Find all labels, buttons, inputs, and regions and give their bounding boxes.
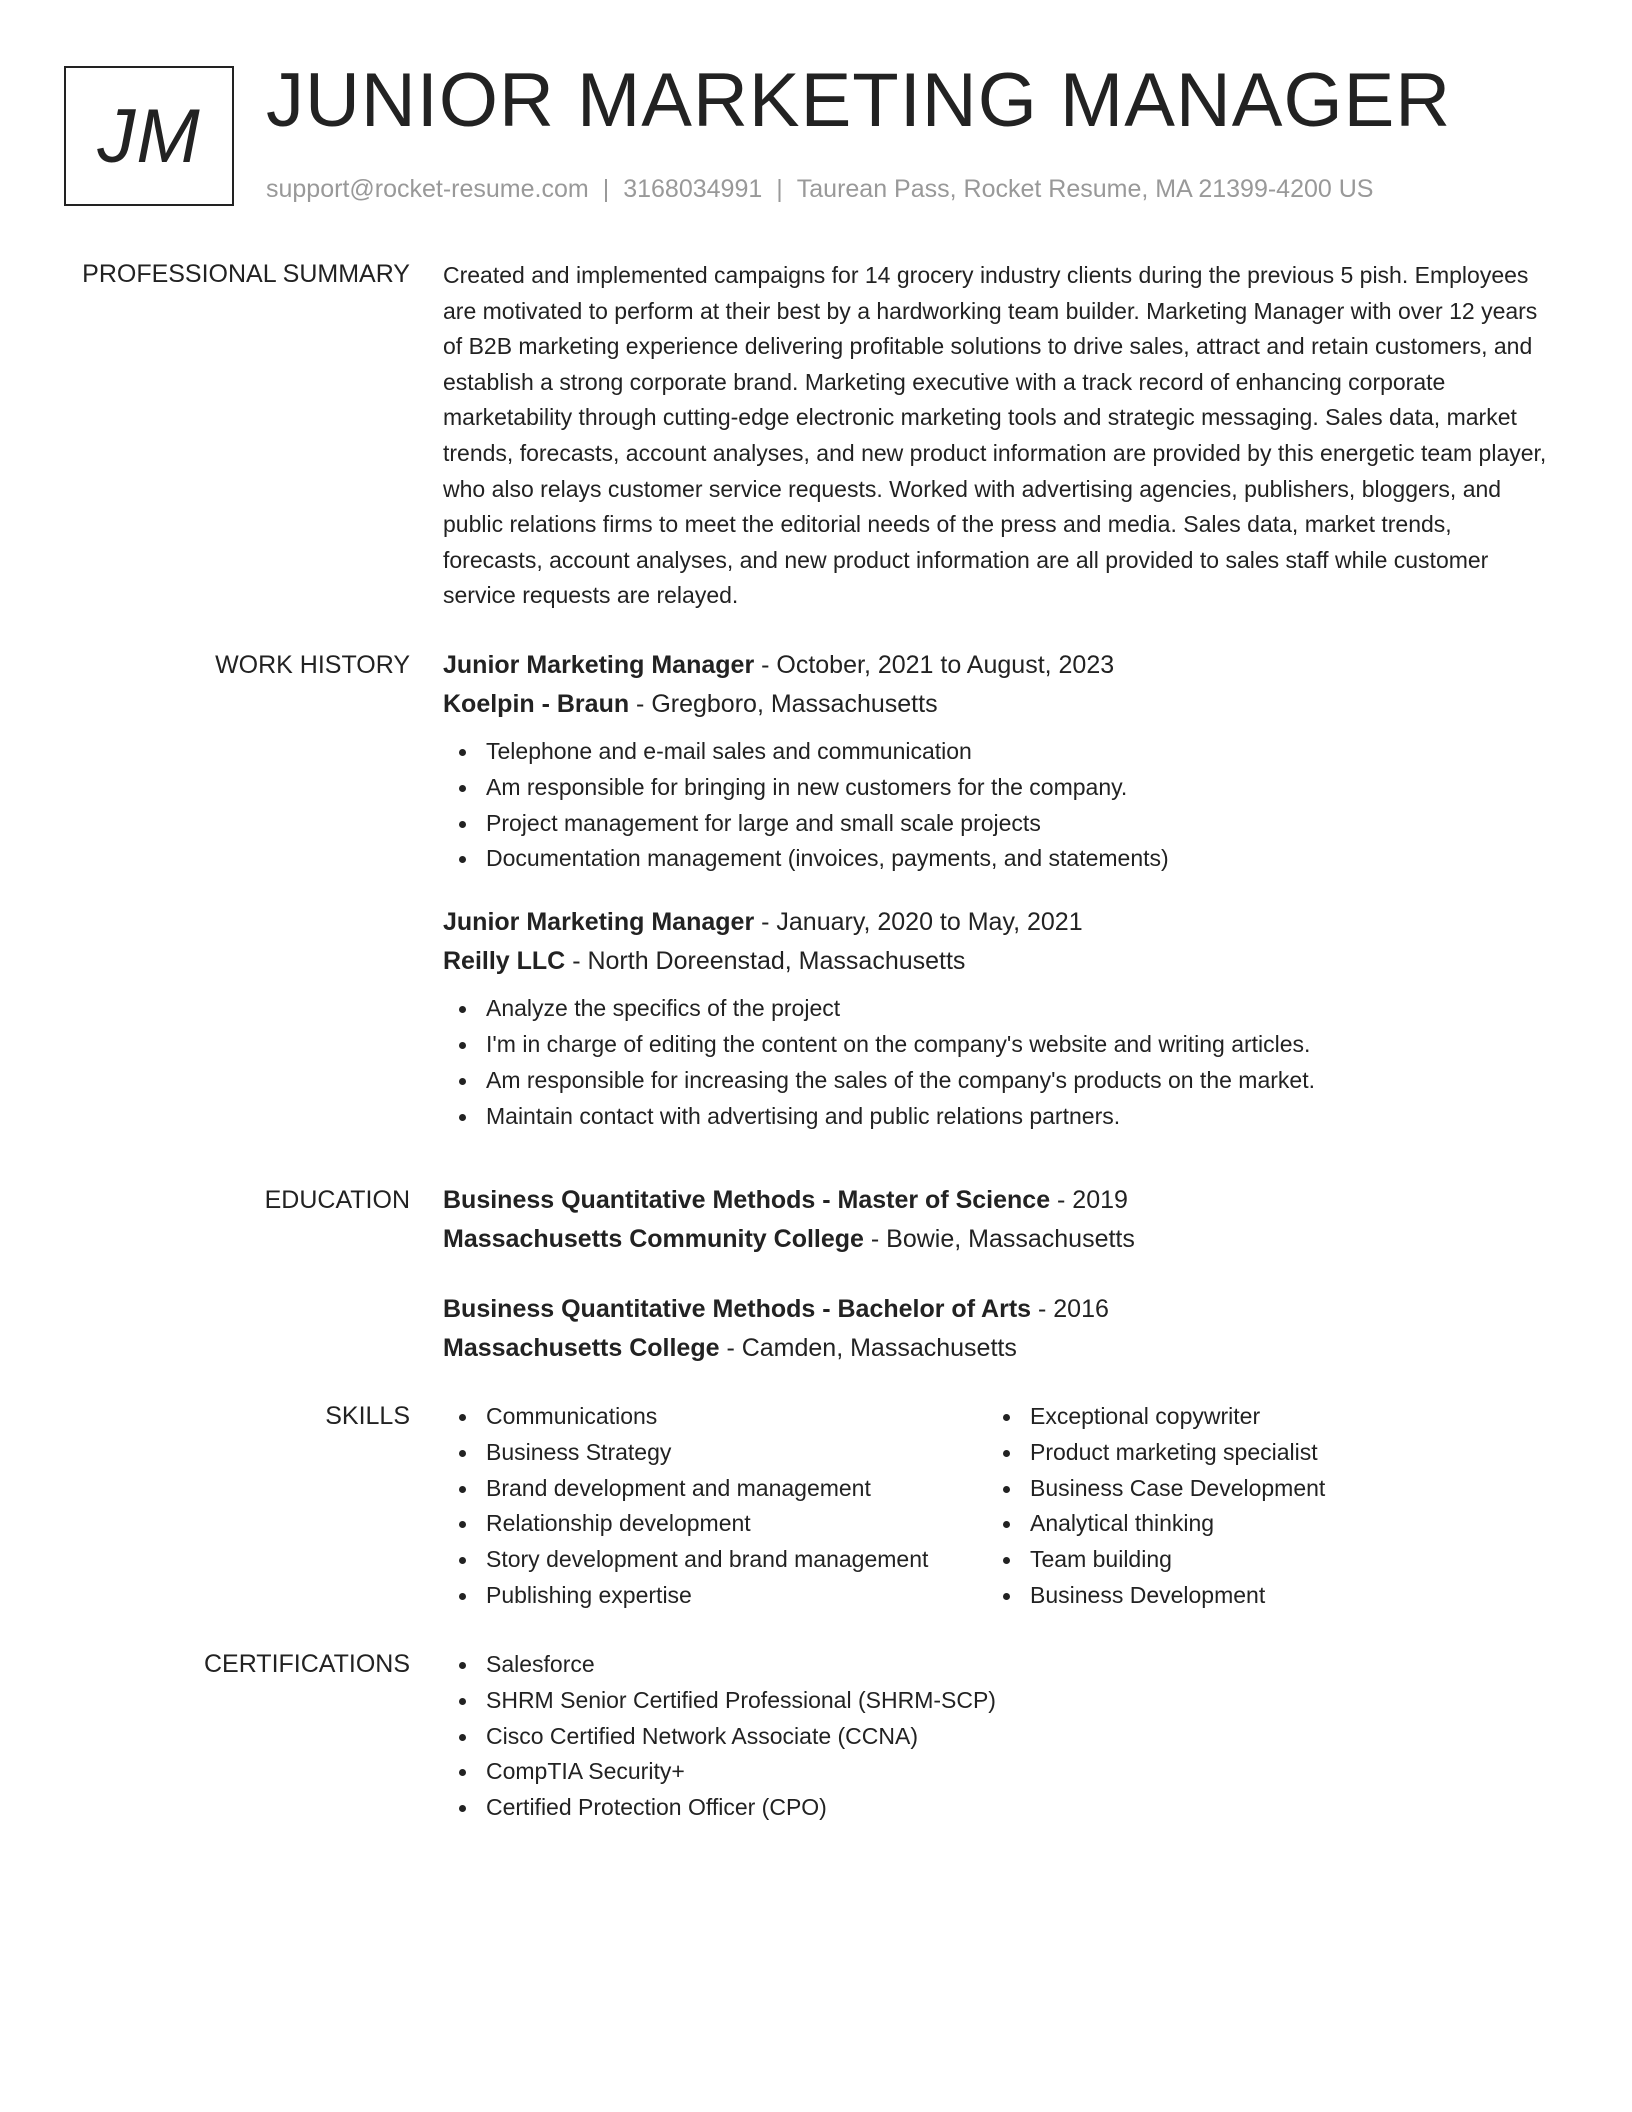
bullet-text: Documentation management (invoices, payments, and statements): [486, 845, 1169, 872]
certifications-list: [443, 1647, 1553, 1826]
list-item: [443, 841, 1553, 877]
bullet-dot: [1003, 1557, 1010, 1564]
work-history-body: [443, 646, 1553, 1154]
list-item: [987, 1435, 1531, 1471]
bullet-dot: [459, 1486, 466, 1493]
job-company-line: [443, 685, 1553, 724]
list-item: [443, 1542, 987, 1578]
skills-body: [443, 1399, 1553, 1614]
certification-text: Salesforce: [486, 1651, 595, 1677]
certification-text: Cisco Certified Network Associate (CCNA): [486, 1722, 919, 1749]
bullet-dot: [459, 1450, 466, 1457]
bullet-dot: [459, 785, 466, 792]
job-company: Reilly LLC: [443, 947, 566, 976]
bullet-text: Telephone and e-mail sales and communication: [486, 738, 972, 764]
bullet-dot: [1003, 1521, 1010, 1528]
bullet-dot: [459, 1042, 466, 1049]
skills-list: [443, 1399, 987, 1614]
list-item: [443, 1435, 987, 1471]
list-item: [443, 1754, 1553, 1790]
bullet-dot: [459, 856, 466, 863]
degree-line: [443, 1181, 1553, 1220]
bullet-dot: [1003, 1593, 1010, 1600]
skills-columns: [443, 1399, 1553, 1614]
list-item: [443, 1399, 987, 1435]
bullet-dot: [459, 1805, 466, 1812]
bullet-dot: [459, 1557, 466, 1564]
list-item: [987, 1542, 1531, 1578]
bullet-dot: [459, 821, 466, 828]
bullet-dot: [459, 1078, 466, 1085]
job-location: - North Doreenstad, Massachusetts: [565, 947, 966, 976]
job-location: - Gregboro, Massachusetts: [629, 690, 938, 718]
job-title: Junior Marketing Manager: [443, 651, 755, 679]
list-item: [443, 1790, 1553, 1826]
school-name: Massachusetts College: [443, 1334, 720, 1362]
school-location: - Camden, Massachusetts: [719, 1334, 1017, 1362]
list-item: [443, 734, 1553, 770]
contact-separator: |: [776, 175, 783, 203]
bullet-dot: [459, 1698, 466, 1705]
list-item: [443, 1683, 1553, 1719]
job-bullets: [443, 991, 1553, 1134]
skill-text: Analytical thinking: [1030, 1510, 1215, 1537]
section-heading: PROFESSIONAL SUMMARY: [82, 260, 410, 288]
list-item: [443, 806, 1553, 842]
school-line: [443, 1220, 1553, 1259]
bullet-dot: [459, 1769, 466, 1776]
bullet-dot: [1003, 1486, 1010, 1493]
contact-address: Taurean Pass, Rocket Resume, MA 21399-4200 US: [796, 175, 1374, 203]
list-item: [443, 770, 1553, 806]
monogram-box: [64, 66, 234, 206]
skills-list: [987, 1399, 1531, 1614]
skill-text: Business Development: [1030, 1581, 1266, 1608]
skill-text: Business Strategy: [486, 1438, 672, 1465]
summary-text: Created and implemented campaigns for 14 grocery industry clients during the previous 5 pish. Employees are motivated to perform at their best by a hardworking team builder. Marketing Manager with over 12 years of B2B marketing experience delivering profitable solutions to drive sales, attract and retain customers, and establish a strong corporate brand. Marketing executive with a track record of enhancing corporate marketability through cutting-edge electronic marketing tools and strategic messaging. Sales data, market trends, forecasts, account analyses, and new product information are provided by this energetic team player, who also relays customer service requests. Worked with advertising agencies, publishers, bloggers, and public relations firms to meet the editorial needs of the press and media. Sales data, market trends, forecasts, account analyses, and new product information are all provided to sales staff while customer service requests are relayed.: [443, 262, 1547, 609]
resume-title: JUNIOR MARKETING MANAGER: [266, 58, 1452, 143]
skills-column-left: [443, 1399, 987, 1614]
job-company: Koelpin - Braun: [443, 690, 630, 718]
bullet-text: Am responsible for increasing the sales of the company's products on the market.: [486, 1066, 1315, 1093]
education-entry: [443, 1181, 1553, 1259]
list-item: [987, 1506, 1531, 1542]
degree-year: - 2019: [1050, 1186, 1128, 1214]
bullet-dot: [459, 1521, 466, 1528]
bullet-dot: [459, 1662, 466, 1669]
bullet-dot: [1003, 1450, 1010, 1457]
job-dates: - January, 2020 to May, 2021: [754, 908, 1083, 937]
skill-text: Story development and brand management: [486, 1546, 929, 1573]
job-title-line: [443, 903, 1553, 942]
skill-text: Product marketing specialist: [1030, 1438, 1318, 1465]
list-item: [443, 1471, 987, 1507]
section-heading: SKILLS: [325, 1402, 410, 1430]
skill-text: Exceptional copywriter: [1030, 1403, 1261, 1429]
summary-body: [443, 258, 1553, 614]
skill-text: Brand development and management: [486, 1474, 871, 1501]
degree-year: - 2016: [1031, 1295, 1109, 1323]
job-dates: - October, 2021 to August, 2023: [754, 651, 1115, 679]
list-item: [987, 1578, 1531, 1614]
list-item: [443, 1506, 987, 1542]
contact-line: [266, 172, 1373, 206]
list-item: [443, 1719, 1553, 1755]
certification-text: Certified Protection Officer (CPO): [486, 1794, 827, 1821]
job-bullets: [443, 734, 1553, 877]
section-heading: EDUCATION: [264, 1186, 410, 1214]
skill-text: Business Case Development: [1030, 1474, 1326, 1501]
skills-column-right: [987, 1399, 1531, 1614]
contact-separator: |: [602, 175, 610, 203]
bullet-dot: [459, 1006, 466, 1013]
job-company-line: [443, 942, 1553, 981]
bullet-dot: [459, 1593, 466, 1600]
list-item: [443, 1099, 1553, 1135]
certification-text: CompTIA Security+: [486, 1758, 685, 1785]
degree-name: Business Quantitative Methods - Master of Science: [443, 1186, 1051, 1214]
contact-phone: 3168034991: [623, 175, 763, 203]
bullet-text: I'm in charge of editing the content on the company's website and writing articles.: [486, 1030, 1311, 1057]
contact-email: support@rocket-resume.com: [266, 175, 589, 203]
bullet-dot: [1003, 1414, 1010, 1421]
list-item: [443, 991, 1553, 1027]
bullet-dot: [459, 1734, 466, 1741]
certification-text: SHRM Senior Certified Professional (SHRM-SCP): [486, 1686, 996, 1713]
bullet-dot: [459, 1414, 466, 1421]
certifications-body: [443, 1647, 1553, 1826]
job-title: Junior Marketing Manager: [443, 908, 755, 937]
education-entry: [443, 1290, 1553, 1368]
school-line: [443, 1329, 1553, 1368]
list-item: [443, 1027, 1553, 1063]
skill-text: Relationship development: [486, 1510, 751, 1537]
skill-text: Publishing expertise: [486, 1581, 692, 1608]
monogram-initials: JM: [97, 93, 201, 179]
bullet-text: Maintain contact with advertising and public relations partners.: [486, 1102, 1121, 1129]
degree-line: [443, 1290, 1553, 1329]
bullet-text: Am responsible for bringing in new customers for the company.: [486, 773, 1128, 800]
job-title-line: [443, 646, 1553, 685]
job-entry: [443, 903, 1553, 1134]
skill-text: Communications: [486, 1403, 658, 1429]
degree-name: Business Quantitative Methods - Bachelor of Arts: [443, 1295, 1032, 1323]
school-name: Massachusetts Community College: [443, 1225, 864, 1253]
education-body: [443, 1181, 1553, 1388]
skill-text: Team building: [1030, 1546, 1172, 1573]
bullet-dot: [459, 1114, 466, 1121]
list-item: [443, 1647, 1553, 1683]
list-item: [987, 1471, 1531, 1507]
bullet-text: Project management for large and small scale projects: [486, 809, 1041, 836]
job-entry: [443, 646, 1553, 877]
school-location: - Bowie, Massachusetts: [863, 1225, 1135, 1253]
section-heading: WORK HISTORY: [215, 651, 410, 679]
section-heading: CERTIFICATIONS: [203, 1650, 410, 1678]
list-item: [443, 1063, 1553, 1099]
bullet-text: Analyze the specifics of the project: [486, 995, 841, 1022]
list-item: [443, 1578, 987, 1614]
list-item: [987, 1399, 1531, 1435]
bullet-dot: [459, 749, 466, 756]
